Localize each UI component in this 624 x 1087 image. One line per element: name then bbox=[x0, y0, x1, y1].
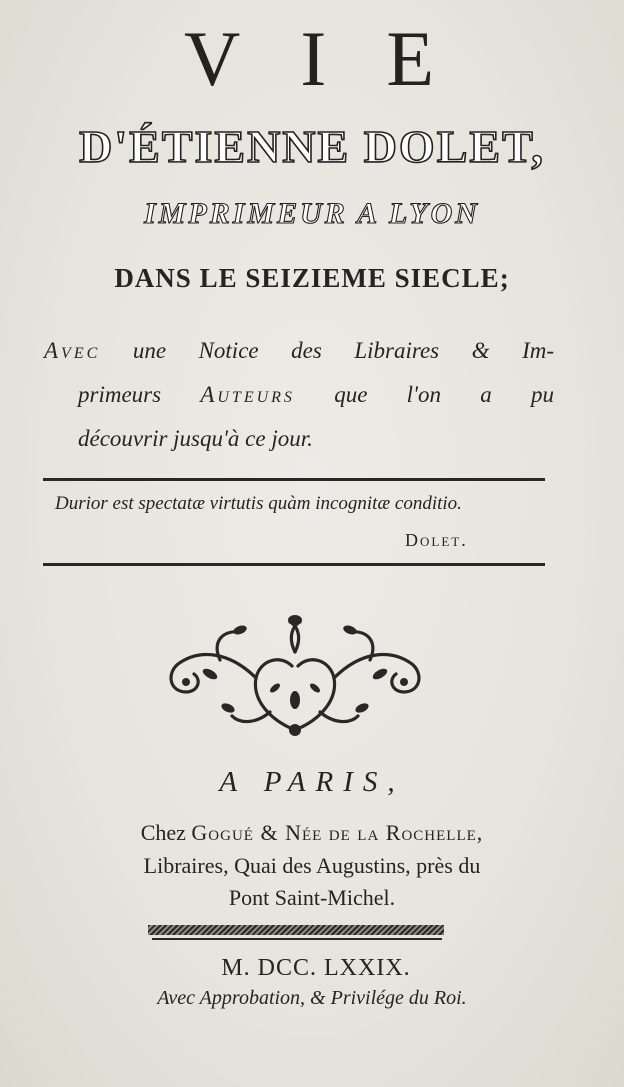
imprint-publisher bbox=[0, 820, 624, 846]
imprint-rule bbox=[148, 925, 444, 935]
publisher-prefix: Chez bbox=[140, 820, 186, 845]
notice-line-1 bbox=[44, 329, 554, 373]
imprint-address: Libraires, Quai des Augustins, près du bbox=[143, 853, 481, 878]
book-title: VIE bbox=[184, 15, 494, 102]
imprint-rule-underline bbox=[152, 938, 442, 940]
bottom-rule bbox=[43, 563, 545, 566]
floral-vignette-icon bbox=[160, 612, 430, 742]
imprint-year: M. DCC. LXXIX. bbox=[221, 955, 411, 981]
notice-line-3: découvrir jusqu'à ce jour. bbox=[78, 426, 313, 451]
notice-text-2a: primeurs bbox=[78, 382, 162, 407]
book-subject: D'ÉTIENNE DOLET, bbox=[79, 121, 545, 172]
notice-text-2b: que l'on a pu bbox=[334, 382, 554, 407]
subject-century: DANS LE SEIZIEME SIECLE; bbox=[114, 263, 510, 293]
notice-text-1: une Notice des Libraires & Im- bbox=[132, 338, 555, 363]
imprint-privilege: Avec Approbation, & Privilége du Roi. bbox=[157, 987, 467, 1009]
publisher-name: Gogué & Née de la Rochelle, bbox=[191, 820, 484, 845]
notice-line-2 bbox=[44, 373, 554, 417]
imprint-address-2: Pont Saint-Michel. bbox=[228, 885, 396, 910]
epigraph-author: Dolet. bbox=[405, 530, 468, 550]
notice-paragraph bbox=[44, 329, 554, 461]
top-rule bbox=[43, 478, 545, 481]
subject-profession: IMPRIMEUR A LYON bbox=[144, 197, 480, 230]
imprint-city: A PARIS, bbox=[219, 766, 405, 798]
notice-smallcaps-avec: Avec bbox=[44, 338, 101, 363]
notice-smallcaps-auteurs: Auteurs bbox=[200, 382, 295, 407]
epigraph-text: Durior est spectatæ virtutis quàm incognitæ conditio. bbox=[55, 493, 462, 514]
